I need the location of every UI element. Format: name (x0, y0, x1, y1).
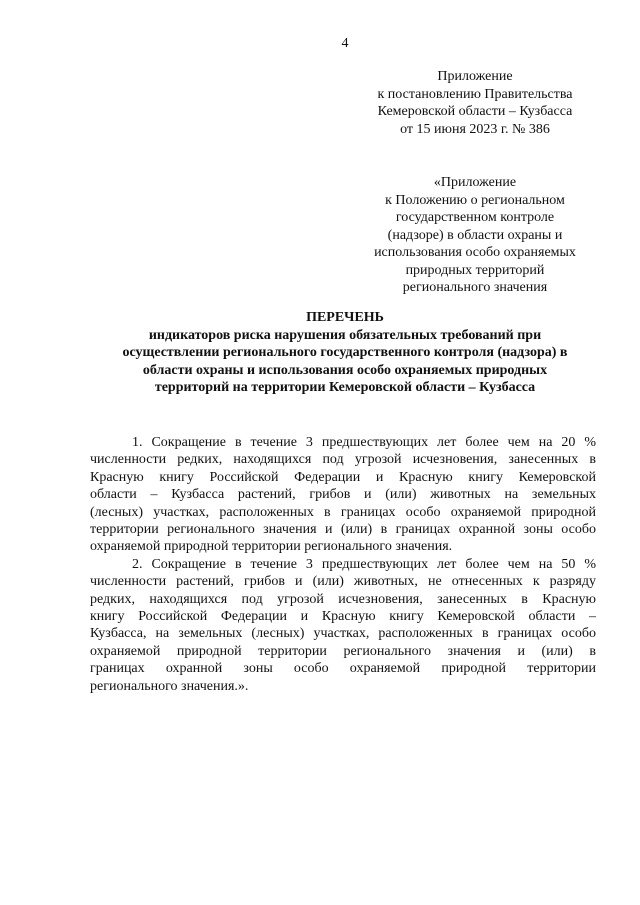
document-title (90, 309, 600, 397)
title-line: осуществлении регионального государственного контроля (надзора) в (122, 345, 568, 360)
appendix-line: природных территорий (405, 262, 545, 278)
appendix-line: к Положению о региональном (385, 192, 565, 208)
paragraph-line: регионального значения.». (90, 678, 249, 694)
title-line: индикаторов риска нарушения обязательных требований при (148, 327, 542, 343)
title-heading: ПЕРЕЧЕНЬ (306, 310, 384, 325)
title-line: территорий на территории Кемеровской области – Кузбасса (154, 380, 536, 395)
paragraph-line: охраняемой природной территории регионального значения. (90, 539, 453, 555)
appendix-line: (надзоре) в области охраны и (387, 227, 563, 243)
paragraph-line: численности редких, находящихся под угрозой исчезновения, занесенных в (90, 452, 596, 468)
paragraph-line: 2. Сокращение в течение 3 предшествующих лет более чем на 50 % (132, 556, 596, 572)
paragraph-1 (90, 434, 596, 556)
appendix-line: государственном контроле (395, 210, 555, 225)
appendix-regulation-block (355, 174, 595, 297)
paragraph-line: границах охранной зоны особо охраняемой природной территории (90, 661, 596, 677)
paragraph-line: численности растений, грибов и (или) животных, не отнесенных к разряду (90, 574, 596, 590)
appendix-line: «Приложение (433, 175, 517, 190)
appendix-line: регионального значения (402, 280, 548, 295)
appendix-resolution-block (355, 68, 595, 138)
paragraph-line: территории регионального значения и (или) в границах охранной зоны особо (90, 522, 596, 538)
appendix-line: от 15 июня 2023 г. № 386 (400, 121, 550, 137)
paragraph-line: редких, находящихся под угрозой исчезновения, занесенных в Красную (90, 591, 596, 607)
appendix-line: использования особо охраняемых (374, 245, 576, 260)
title-line: области охраны и использования особо охраняемых природных (142, 362, 548, 378)
paragraph-line: (лесных) участках, расположенных в границах особо охраняемой природной (90, 504, 596, 520)
page-number: 4 (341, 36, 349, 51)
appendix-line: Кемеровской области – Кузбасса (377, 104, 573, 119)
paragraph-line: Кузбасса, на земельных (лесных) участках, расположенных в границах особо (90, 626, 596, 642)
appendix-line: к постановлению Правительства (377, 86, 573, 102)
paragraph-line: 1. Сокращение в течение 3 предшествующих лет более чем на 20 % (132, 435, 596, 450)
paragraph-line: книгу Российской Федерации и Красную книгу Кемеровской области – (90, 609, 596, 625)
paragraph-line: области – Кузбасса растений, грибов и (или) животных на земельных (90, 487, 596, 503)
appendix-line: Приложение (437, 69, 513, 84)
document-body (90, 434, 596, 695)
paragraph-2 (90, 556, 596, 695)
paragraph-line: охраняемой природной территории регионального значения и (или) в (90, 643, 596, 659)
paragraph-line: Красную книгу Российской Федерации и Красную книгу Кемеровской (90, 469, 596, 485)
